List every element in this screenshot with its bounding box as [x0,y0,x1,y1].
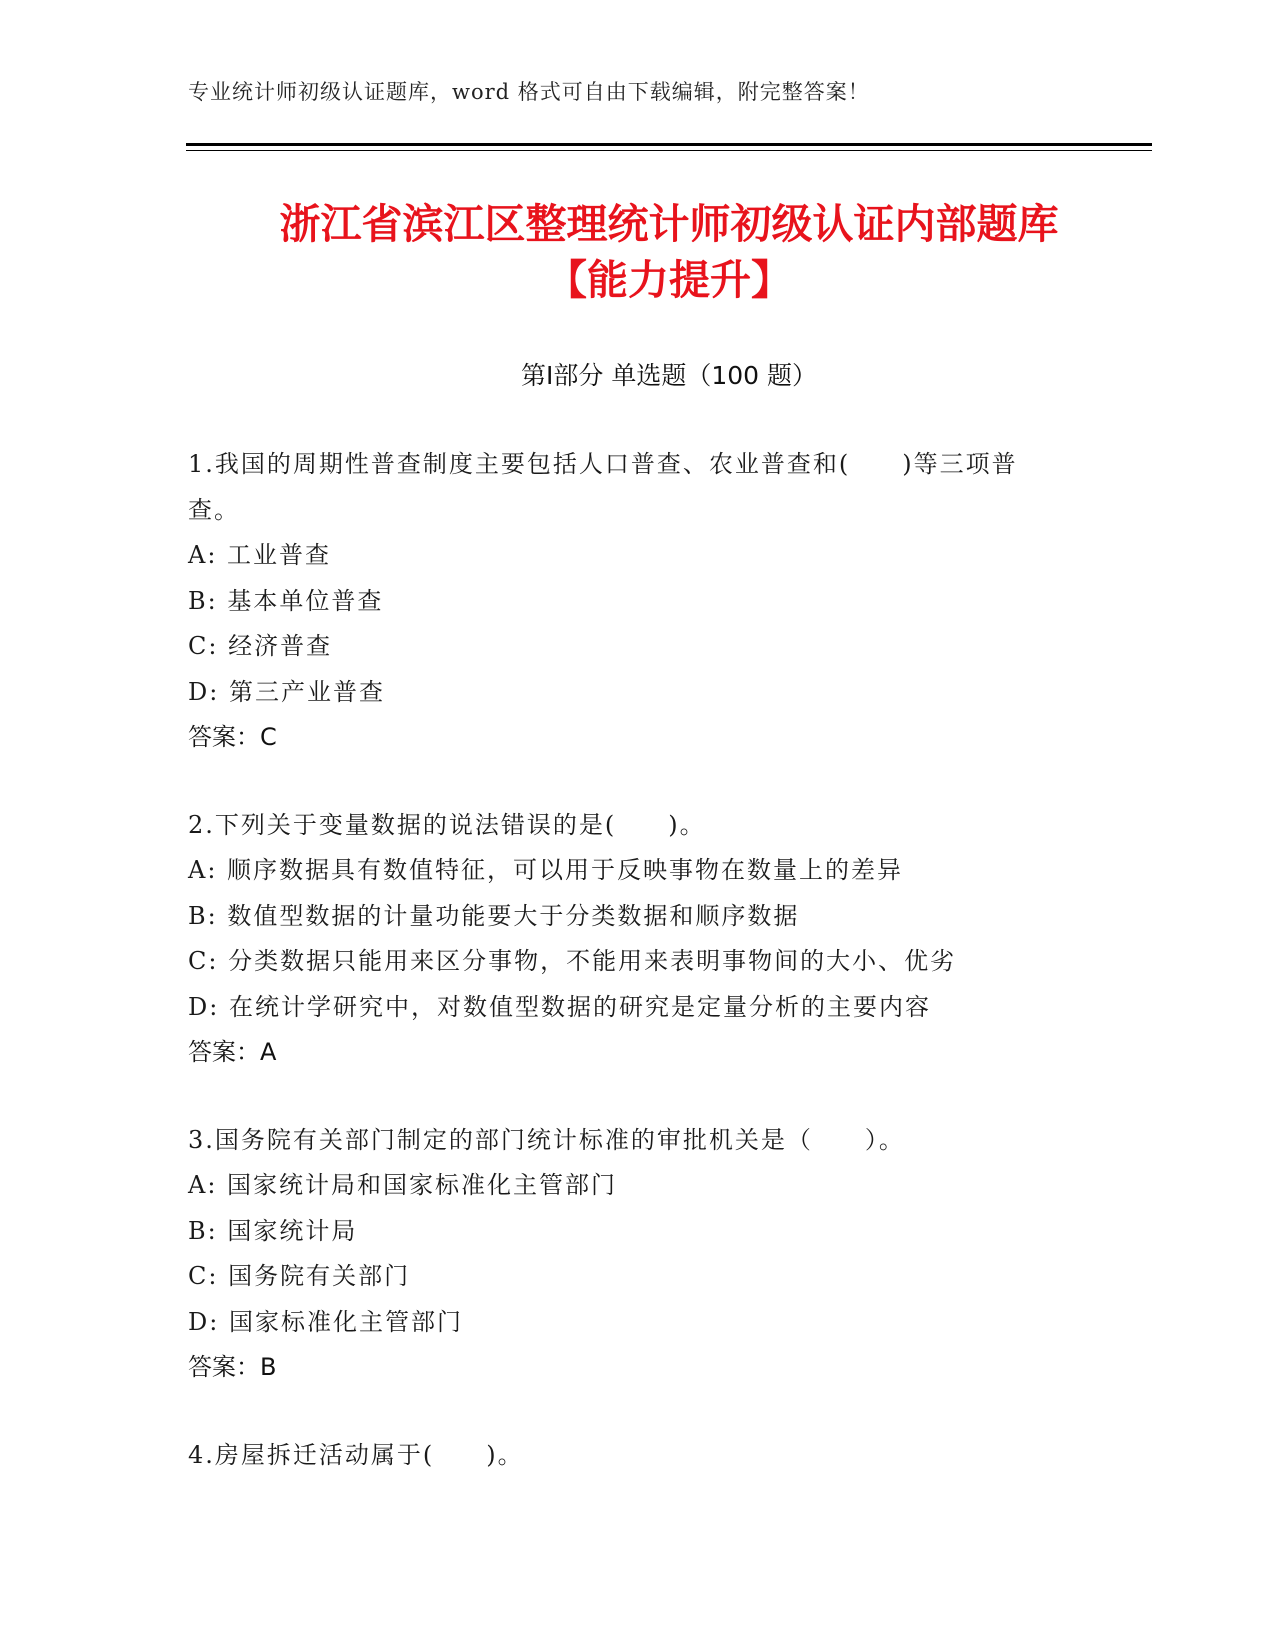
question-2 [188,803,1088,1076]
option-d: D: 第三产业普查 [188,677,385,706]
answer: 答案：C [188,723,277,751]
question-list [188,442,1088,1520]
document-title [186,196,1152,308]
answer: 答案：B [188,1353,277,1381]
question-text: 3.国务院有关部门制定的部门统计标准的审批机关是（ ）。 [188,1125,905,1154]
title-line-1: 浙江省滨江区整理统计师初级认证内部题库 [279,200,1059,248]
option-a: A: 国家统计局和国家标准化主管部门 [188,1171,618,1199]
option-c: C: 分类数据只能用来区分事物，不能用来表明事物间的大小、优劣 [188,947,957,975]
answer: 答案：A [188,1038,277,1066]
header-rule-thick [186,143,1152,146]
option-c: C: 经济普查 [188,632,333,660]
option-a: A: 工业普查 [188,541,332,569]
option-b: B: 国家统计局 [188,1216,358,1245]
question-text: 1.我国的周期性普查制度主要包括人口普查、农业普查和( )等三项普查。 [188,450,1018,524]
title-line-2: 【能力提升】 [546,256,792,304]
question-1 [188,442,1088,761]
option-c: C: 国务院有关部门 [188,1262,411,1290]
question-text: 4.房屋拆迁活动属于( )。 [188,1440,524,1469]
question-text: 2.下列关于变量数据的说法错误的是( )。 [188,810,706,839]
header-note: 专业统计师初级认证题库，word 格式可自由下载编辑，附完整答案！ [188,80,870,104]
question-4 [188,1433,1088,1479]
section-title: 第Ⅰ部分 单选题（100 题） [521,361,817,390]
option-d: D: 在统计学研究中，对数值型数据的研究是定量分析的主要内容 [188,992,931,1021]
header-rule-thin [186,150,1152,151]
option-a: A: 顺序数据具有数值特征，可以用于反映事物在数量上的差异 [188,856,904,884]
question-3 [188,1118,1088,1391]
option-d: D: 国家标准化主管部门 [188,1307,463,1336]
option-b: B: 基本单位普查 [188,586,384,615]
option-b: B: 数值型数据的计量功能要大于分类数据和顺序数据 [188,901,800,930]
